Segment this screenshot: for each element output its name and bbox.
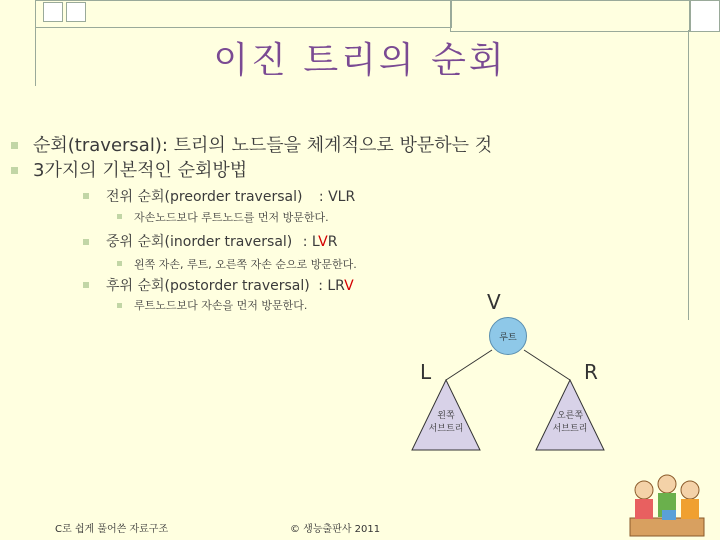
slide-title: 이진 트리의 순회	[213, 40, 507, 81]
left-subtree-line2: 서브트리	[428, 424, 464, 434]
footer-center: © 생능출판사 2011	[290, 524, 381, 535]
left-subtree-line1: 왼쪽	[437, 411, 455, 421]
preorder-code: VLR	[328, 189, 356, 205]
right-edge	[524, 350, 570, 380]
root-node: 루트	[489, 317, 527, 355]
left-subtree-label	[416, 410, 476, 436]
footer-left: C로 쉽게 풀어쓴 자료구조	[55, 524, 169, 535]
postorder-code-highlight: V	[344, 278, 354, 294]
inorder-desc: 왼쪽 자손, 루트, 오른쪽 자손 순으로 방문한다.	[134, 258, 357, 271]
preorder-desc: 자손노드보다 루트노드를 먼저 방문한다.	[134, 211, 329, 224]
label-l: L	[420, 360, 432, 384]
label-r: R	[584, 360, 598, 384]
postorder-name: 후위 순회(postorder traversal)	[106, 278, 310, 294]
bullet-traversal: 순회(traversal): 트리의 노드들을 체계적으로 방문하는 것	[33, 135, 493, 156]
inorder-sep: :	[302, 234, 312, 250]
bullet-three-methods: 3가지의 기본적인 순회방법	[33, 160, 248, 181]
children-illustration	[622, 468, 712, 538]
inorder-name: 중위 순회(inorder traversal)	[106, 234, 293, 250]
right-subtree-label	[540, 410, 600, 436]
inorder-code-post: R	[327, 234, 338, 250]
inorder-code-pre: L	[311, 234, 319, 250]
postorder-desc: 루트노드보다 자손을 먼저 방문한다.	[134, 299, 308, 312]
preorder-sep: :	[318, 189, 329, 205]
right-subtree-line2: 서브트리	[552, 424, 588, 434]
right-subtree-line1: 오른쪽	[556, 411, 584, 421]
preorder-name: 전위 순회(preorder traversal)	[106, 189, 303, 205]
postorder-sep: :	[318, 278, 328, 294]
label-v: V	[487, 290, 501, 314]
inorder-code-highlight: V	[318, 234, 328, 250]
postorder-code-pre: LR	[327, 278, 345, 294]
left-edge	[446, 350, 492, 380]
